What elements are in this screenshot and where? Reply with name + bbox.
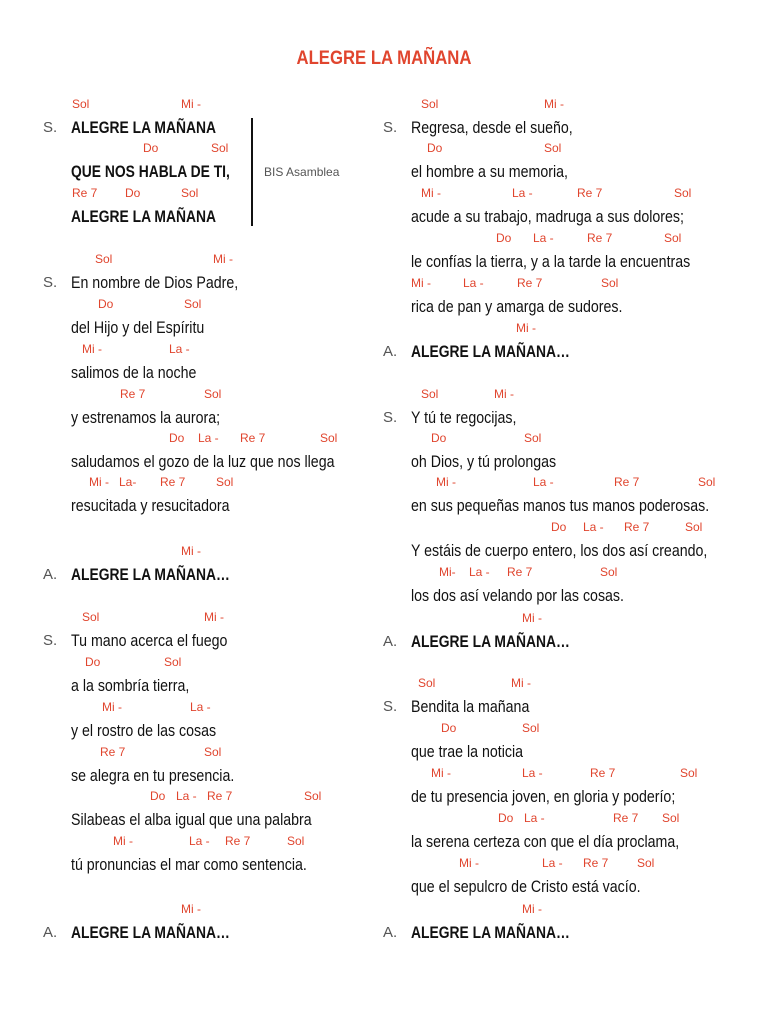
section-label: A.	[383, 343, 398, 360]
section-label: A.	[383, 633, 398, 650]
chord: Do	[498, 811, 514, 825]
lyric-line: resucitada y resucitadora	[71, 497, 230, 515]
chord: Do	[150, 789, 166, 803]
chord: Sol	[680, 766, 698, 780]
lyric-line: el hombre a su memoria,	[411, 163, 568, 181]
lyric-line: ALEGRE LA MAÑANA	[71, 119, 217, 137]
chord: La -	[189, 834, 210, 848]
chord: La -	[524, 811, 545, 825]
chord: Re 7	[613, 811, 639, 825]
chord: Mi -	[544, 97, 564, 111]
lyric-line: Y tú te regocijas,	[411, 409, 517, 427]
chord: Mi -	[411, 276, 431, 290]
chord: Do	[125, 186, 141, 200]
chord: Sol	[95, 252, 113, 266]
lyric-line: acude a su trabajo, madruga a sus dolores;	[411, 208, 684, 226]
chord: Sol	[287, 834, 305, 848]
chord: Sol	[662, 811, 680, 825]
chord: Sol	[674, 186, 692, 200]
chord: Sol	[320, 431, 338, 445]
chord: Mi -	[181, 544, 201, 558]
chord: Re 7	[72, 186, 98, 200]
chord: Do	[143, 141, 159, 155]
lyric-line: Y estáis de cuerpo entero, los dos así creando,	[411, 542, 708, 560]
chord: Do	[169, 431, 185, 445]
chord: La-	[119, 475, 137, 489]
chord: Sol	[685, 520, 703, 534]
chord: Mi -	[522, 611, 542, 625]
lyric-line: le confías la tierra, y a la tarde la encuentras	[411, 253, 691, 271]
lyric-line: a la sombría tierra,	[71, 677, 190, 695]
chord: Sol	[204, 387, 222, 401]
song-title: ALEGRE LA MAÑANA	[296, 48, 472, 69]
lyric-line: ALEGRE LA MAÑANA…	[71, 924, 230, 942]
chord: Re 7	[590, 766, 616, 780]
chord: La -	[512, 186, 533, 200]
chord: Mi-	[439, 565, 456, 579]
lyric-line: se alegra en tu presencia.	[71, 767, 235, 785]
lyric-line: salimos de la noche	[71, 364, 197, 382]
chord: La -	[190, 700, 211, 714]
chord: Do	[85, 655, 101, 669]
chord: Sol	[421, 387, 439, 401]
chord: Sol	[544, 141, 562, 155]
chord: Sol	[421, 97, 439, 111]
chord: Mi -	[494, 387, 514, 401]
chord: Mi -	[431, 766, 451, 780]
section-label: S.	[43, 119, 58, 136]
chord: Re 7	[614, 475, 640, 489]
chord: Mi -	[436, 475, 456, 489]
chord: Re 7	[583, 856, 609, 870]
chord: Re 7	[577, 186, 603, 200]
lyric-line: los dos así velando por las cosas.	[411, 587, 624, 605]
lyric-line: en sus pequeñas manos tus manos poderosas.	[411, 497, 710, 515]
chord: Sol	[304, 789, 322, 803]
chord: Sol	[181, 186, 199, 200]
bis-note: BIS Asamblea	[264, 165, 340, 179]
chord: La -	[463, 276, 484, 290]
chord: La -	[469, 565, 490, 579]
lyric-line: del Hijo y del Espíritu	[71, 319, 205, 337]
chord: Do	[427, 141, 443, 155]
lyric-line: y el rostro de las cosas	[71, 722, 217, 740]
chord: Mi -	[213, 252, 233, 266]
lyric-line: tú pronuncias el mar como sentencia.	[71, 856, 307, 874]
section-label: S.	[383, 119, 398, 136]
chord: Mi -	[522, 902, 542, 916]
chord: Sol	[211, 141, 229, 155]
chord: Mi -	[82, 342, 102, 356]
lyric-line: ALEGRE LA MAÑANA…	[411, 924, 570, 942]
chord: Sol	[698, 475, 716, 489]
section-label: S.	[383, 409, 398, 426]
chord: Re 7	[240, 431, 266, 445]
chord: La -	[522, 766, 543, 780]
lyric-line: oh Dios, y tú prolongas	[411, 453, 557, 471]
lyric-line: En nombre de Dios Padre,	[71, 274, 239, 292]
chord: Mi -	[204, 610, 224, 624]
section-label: S.	[43, 632, 58, 649]
lyric-line: que trae la noticia	[411, 743, 524, 761]
chord: La -	[176, 789, 197, 803]
chord: Do	[551, 520, 567, 534]
section-label: A.	[43, 924, 58, 941]
chord: La -	[198, 431, 219, 445]
chord: La -	[533, 231, 554, 245]
lyric-line: la serena certeza con que el día proclama,	[411, 833, 680, 851]
chord: Mi -	[511, 676, 531, 690]
chord: Sol	[601, 276, 619, 290]
lyric-line: QUE NOS HABLA DE TI,	[71, 163, 230, 181]
chord: Sol	[164, 655, 182, 669]
lyric-line: que el sepulcro de Cristo está vacío.	[411, 878, 641, 896]
lyric-line: Tu mano acerca el fuego	[71, 632, 228, 650]
chord: Mi -	[113, 834, 133, 848]
chord: Sol	[522, 721, 540, 735]
chord: Sol	[72, 97, 90, 111]
chord: Mi -	[102, 700, 122, 714]
chord: Mi -	[181, 97, 201, 111]
chord: La -	[583, 520, 604, 534]
chord: Mi -	[181, 902, 201, 916]
chord: Re 7	[225, 834, 251, 848]
lyric-line: ALEGRE LA MAÑANA…	[411, 343, 570, 361]
section-label: S.	[43, 274, 58, 291]
chord: Sol	[82, 610, 100, 624]
chord: Re 7	[624, 520, 650, 534]
chord: Sol	[216, 475, 234, 489]
chord: Re 7	[587, 231, 613, 245]
chord: Sol	[600, 565, 618, 579]
chord: Do	[496, 231, 512, 245]
chord: Re 7	[507, 565, 533, 579]
section-label: A.	[383, 924, 398, 941]
chord: Re 7	[120, 387, 146, 401]
chord: Sol	[524, 431, 542, 445]
chord: Do	[98, 297, 114, 311]
chord: Mi -	[89, 475, 109, 489]
chord: Do	[431, 431, 447, 445]
chord: La -	[542, 856, 563, 870]
lyric-line: rica de pan y amarga de sudores.	[411, 298, 623, 316]
section-label: A.	[43, 566, 58, 583]
chord: Re 7	[207, 789, 233, 803]
lyric-line: saludamos el gozo de la luz que nos llega	[71, 453, 335, 471]
lyric-line: de tu presencia joven, en gloria y poderío;	[411, 788, 676, 806]
chord: Mi -	[459, 856, 479, 870]
chord: Re 7	[100, 745, 126, 759]
chord: Do	[441, 721, 457, 735]
lyric-line: Regresa, desde el sueño,	[411, 119, 573, 137]
chord: Sol	[637, 856, 655, 870]
lyric-line: Bendita la mañana	[411, 698, 530, 716]
bis-bracket	[251, 118, 253, 226]
chord: Sol	[204, 745, 222, 759]
chord: La -	[169, 342, 190, 356]
chord: Re 7	[517, 276, 543, 290]
chord: La -	[533, 475, 554, 489]
lyric-line: ALEGRE LA MAÑANA	[71, 208, 217, 226]
section-label: S.	[383, 698, 398, 715]
chord: Mi -	[421, 186, 441, 200]
lyric-line: ALEGRE LA MAÑANA…	[71, 566, 230, 584]
chord: Sol	[418, 676, 436, 690]
lyric-line: ALEGRE LA MAÑANA…	[411, 633, 570, 651]
lyric-line: y estrenamos la aurora;	[71, 409, 221, 427]
lyric-line: Silabeas el alba igual que una palabra	[71, 811, 312, 829]
chord: Sol	[184, 297, 202, 311]
chord: Sol	[664, 231, 682, 245]
chord: Re 7	[160, 475, 186, 489]
chord: Mi -	[516, 321, 536, 335]
